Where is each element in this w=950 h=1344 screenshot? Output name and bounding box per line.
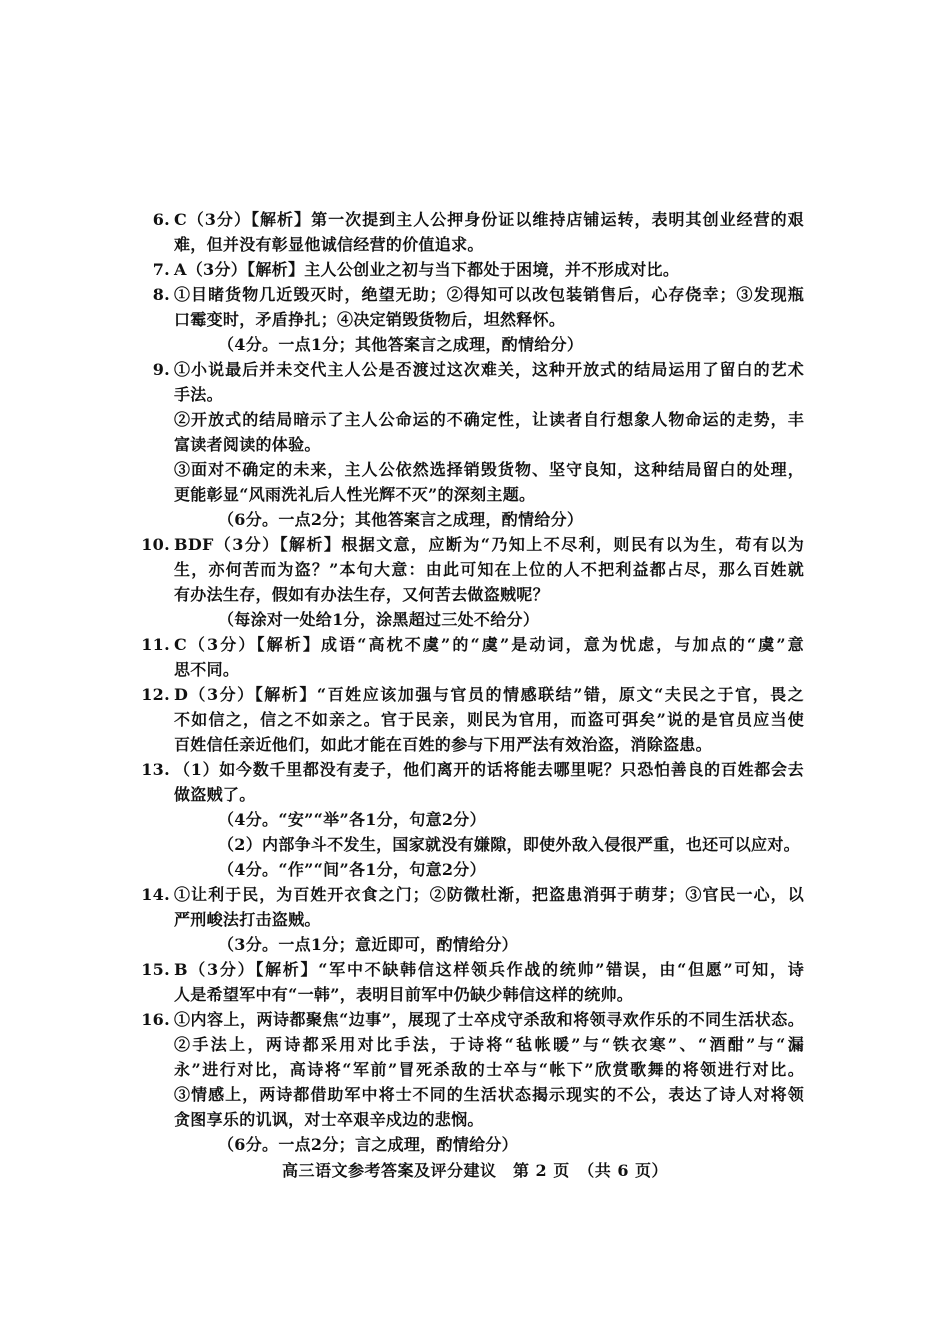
scoring-note: （每涂对一处给1分，涂黑超过三处不给分） — [218, 610, 540, 629]
answer-line: A（3分）【解析】主人公创业之初与当下都处于困境，并不形成对比。 — [174, 260, 680, 279]
answer-line: 人是希望军中有“一韩”，表明目前军中仍缺少韩信这样的统帅。 — [174, 985, 634, 1004]
answer-line: ①目睹货物几近毁灭时，绝望无助；②得知可以改包装销售后，心存侥幸；③发现瓶 — [174, 285, 804, 304]
answer-10 — [141, 532, 804, 632]
sub-answer-2: （2）内部争斗不发生，国家就没有嫌隙，即使外敌入侵很严重，也还可以应对。 — [218, 835, 800, 854]
answer-9 — [152, 357, 804, 532]
answer-number: 14. — [141, 885, 170, 904]
answer-number: 8. — [152, 285, 170, 304]
answer-line: 思不同。 — [174, 660, 240, 679]
answer-number: 10. — [141, 535, 170, 554]
answer-line: B（3分）【解析】“军中不缺韩信这样领兵作战的统帅”错误，由“但愿”可知，诗 — [174, 960, 804, 979]
answer-line: 难，但并没有彰显他诚信经营的价值追求。 — [174, 235, 484, 254]
answer-15 — [141, 957, 804, 1007]
answer-line: ③情感上，两诗都借助军中将士不同的生活状态揭示现实的不公，表达了诗人对将领 — [174, 1085, 804, 1104]
answer-line: 严刑峻法打击盗贼。 — [174, 910, 321, 929]
answer-number: 13. — [141, 760, 170, 779]
answer-line: 富读者阅读的体验。 — [174, 435, 321, 454]
answer-line: ②手法上，两诗都采用对比手法，于诗将“毡帐暖”与“铁衣寒”、“酒酣”与“漏 — [174, 1035, 804, 1054]
answer-number: 11. — [141, 635, 170, 654]
answer-line: 永”进行对比，高诗将“军前”冒死杀敌的士卒与“帐下”欣赏歌舞的将领进行对比。 — [174, 1060, 804, 1079]
answer-line: BDF（3分）【解析】根据文意，应断为“乃知上不尽利，则民有以为生，苟有以为 — [174, 535, 804, 554]
answer-line: 生，亦何苦而为盗？”本句大意：由此可知在上位的人不把利益都占尽，那么百姓就 — [174, 560, 804, 579]
answer-14 — [141, 882, 804, 957]
answer-11 — [141, 632, 804, 682]
scoring-note: （3分。一点1分；意近即可，酌情给分） — [218, 935, 518, 954]
answer-number: 6. — [152, 210, 170, 229]
answer-line: 更能彰显“风雨洗礼后人性光辉不灭”的深刻主题。 — [174, 485, 536, 504]
answer-number: 9. — [152, 360, 170, 379]
scoring-note: （4分。“作”“间”各1分，句意2分） — [218, 860, 486, 879]
answer-line: （1）如今数千里都没有麦子，他们离开的话将能去哪里呢？只恐怕善良的百姓都会去 — [174, 760, 804, 779]
answer-line: ①小说最后并未交代主人公是否渡过这次难关，这种开放式的结局运用了留白的艺术 — [174, 360, 804, 379]
scoring-note: （4分。“安”“举”各1分，句意2分） — [218, 810, 486, 829]
answer-line: 做盗贼了。 — [174, 785, 256, 804]
answer-line: ③面对不确定的未来，主人公依然选择销毁货物、坚守良知，这种结局留白的处理， — [174, 460, 804, 479]
answer-number: 7. — [152, 260, 170, 279]
answer-8 — [152, 282, 804, 357]
answer-line: 口霉变时，矛盾挣扎；④决定销毁货物后，坦然释怀。 — [174, 310, 566, 329]
answer-line: 百姓信任亲近他们，如此才能在百姓的参与下用严法有效治盗，消除盗患。 — [174, 735, 712, 754]
scoring-note: （6分。一点2分；言之成理，酌情给分） — [218, 1135, 518, 1154]
answer-line: C（3分）【解析】成语“高枕不虞”的“虞”是动词，意为忧虑，与加点的“虞”意 — [174, 635, 804, 654]
answer-line: D（3分）【解析】“百姓应该加强与官员的情感联结”错，原文“夫民之于官，畏之 — [174, 685, 804, 704]
scoring-note: （4分。一点1分；其他答案言之成理，酌情给分） — [218, 335, 584, 354]
answer-line: ②开放式的结局暗示了主人公命运的不确定性，让读者自行想象人物命运的走势，丰 — [174, 410, 804, 429]
answer-number: 16. — [141, 1010, 170, 1029]
answer-line: 贪图享乐的讥讽，对士卒艰辛戍边的悲悯。 — [174, 1110, 484, 1129]
answer-number: 15. — [141, 960, 170, 979]
answer-number: 12. — [141, 685, 170, 704]
answer-6 — [152, 207, 804, 257]
page-footer: 高三语文参考答案及评分建议 第 2 页 （共 6 页） — [281, 1161, 669, 1180]
answer-12 — [141, 682, 804, 757]
answer-line: ①让利于民，为百姓开衣食之门；②防微杜渐，把盗患消弭于萌芽；③官民一心，以 — [174, 885, 804, 904]
answer-line: C（3分）【解析】第一次提到主人公押身份证以维持店铺运转，表明其创业经营的艰 — [174, 210, 804, 229]
answer-16 — [141, 1007, 804, 1157]
answer-line: 有办法生存，假如有办法生存，又何苦去做盗贼呢？ — [174, 585, 549, 604]
answer-line: ①内容上，两诗都聚焦“边事”，展现了士卒戍守杀敌和将领寻欢作乐的不同生活状态。 — [174, 1010, 804, 1029]
answer-13 — [141, 757, 804, 882]
answer-line: 不如信之，信之不如亲之。官于民亲，则民为官用，而盗可弭矣”说的是官员应当使 — [174, 710, 804, 729]
answer-line: 手法。 — [174, 385, 223, 404]
answer-7 — [152, 257, 804, 282]
scoring-note: （6分。一点2分；其他答案言之成理，酌情给分） — [218, 510, 584, 529]
